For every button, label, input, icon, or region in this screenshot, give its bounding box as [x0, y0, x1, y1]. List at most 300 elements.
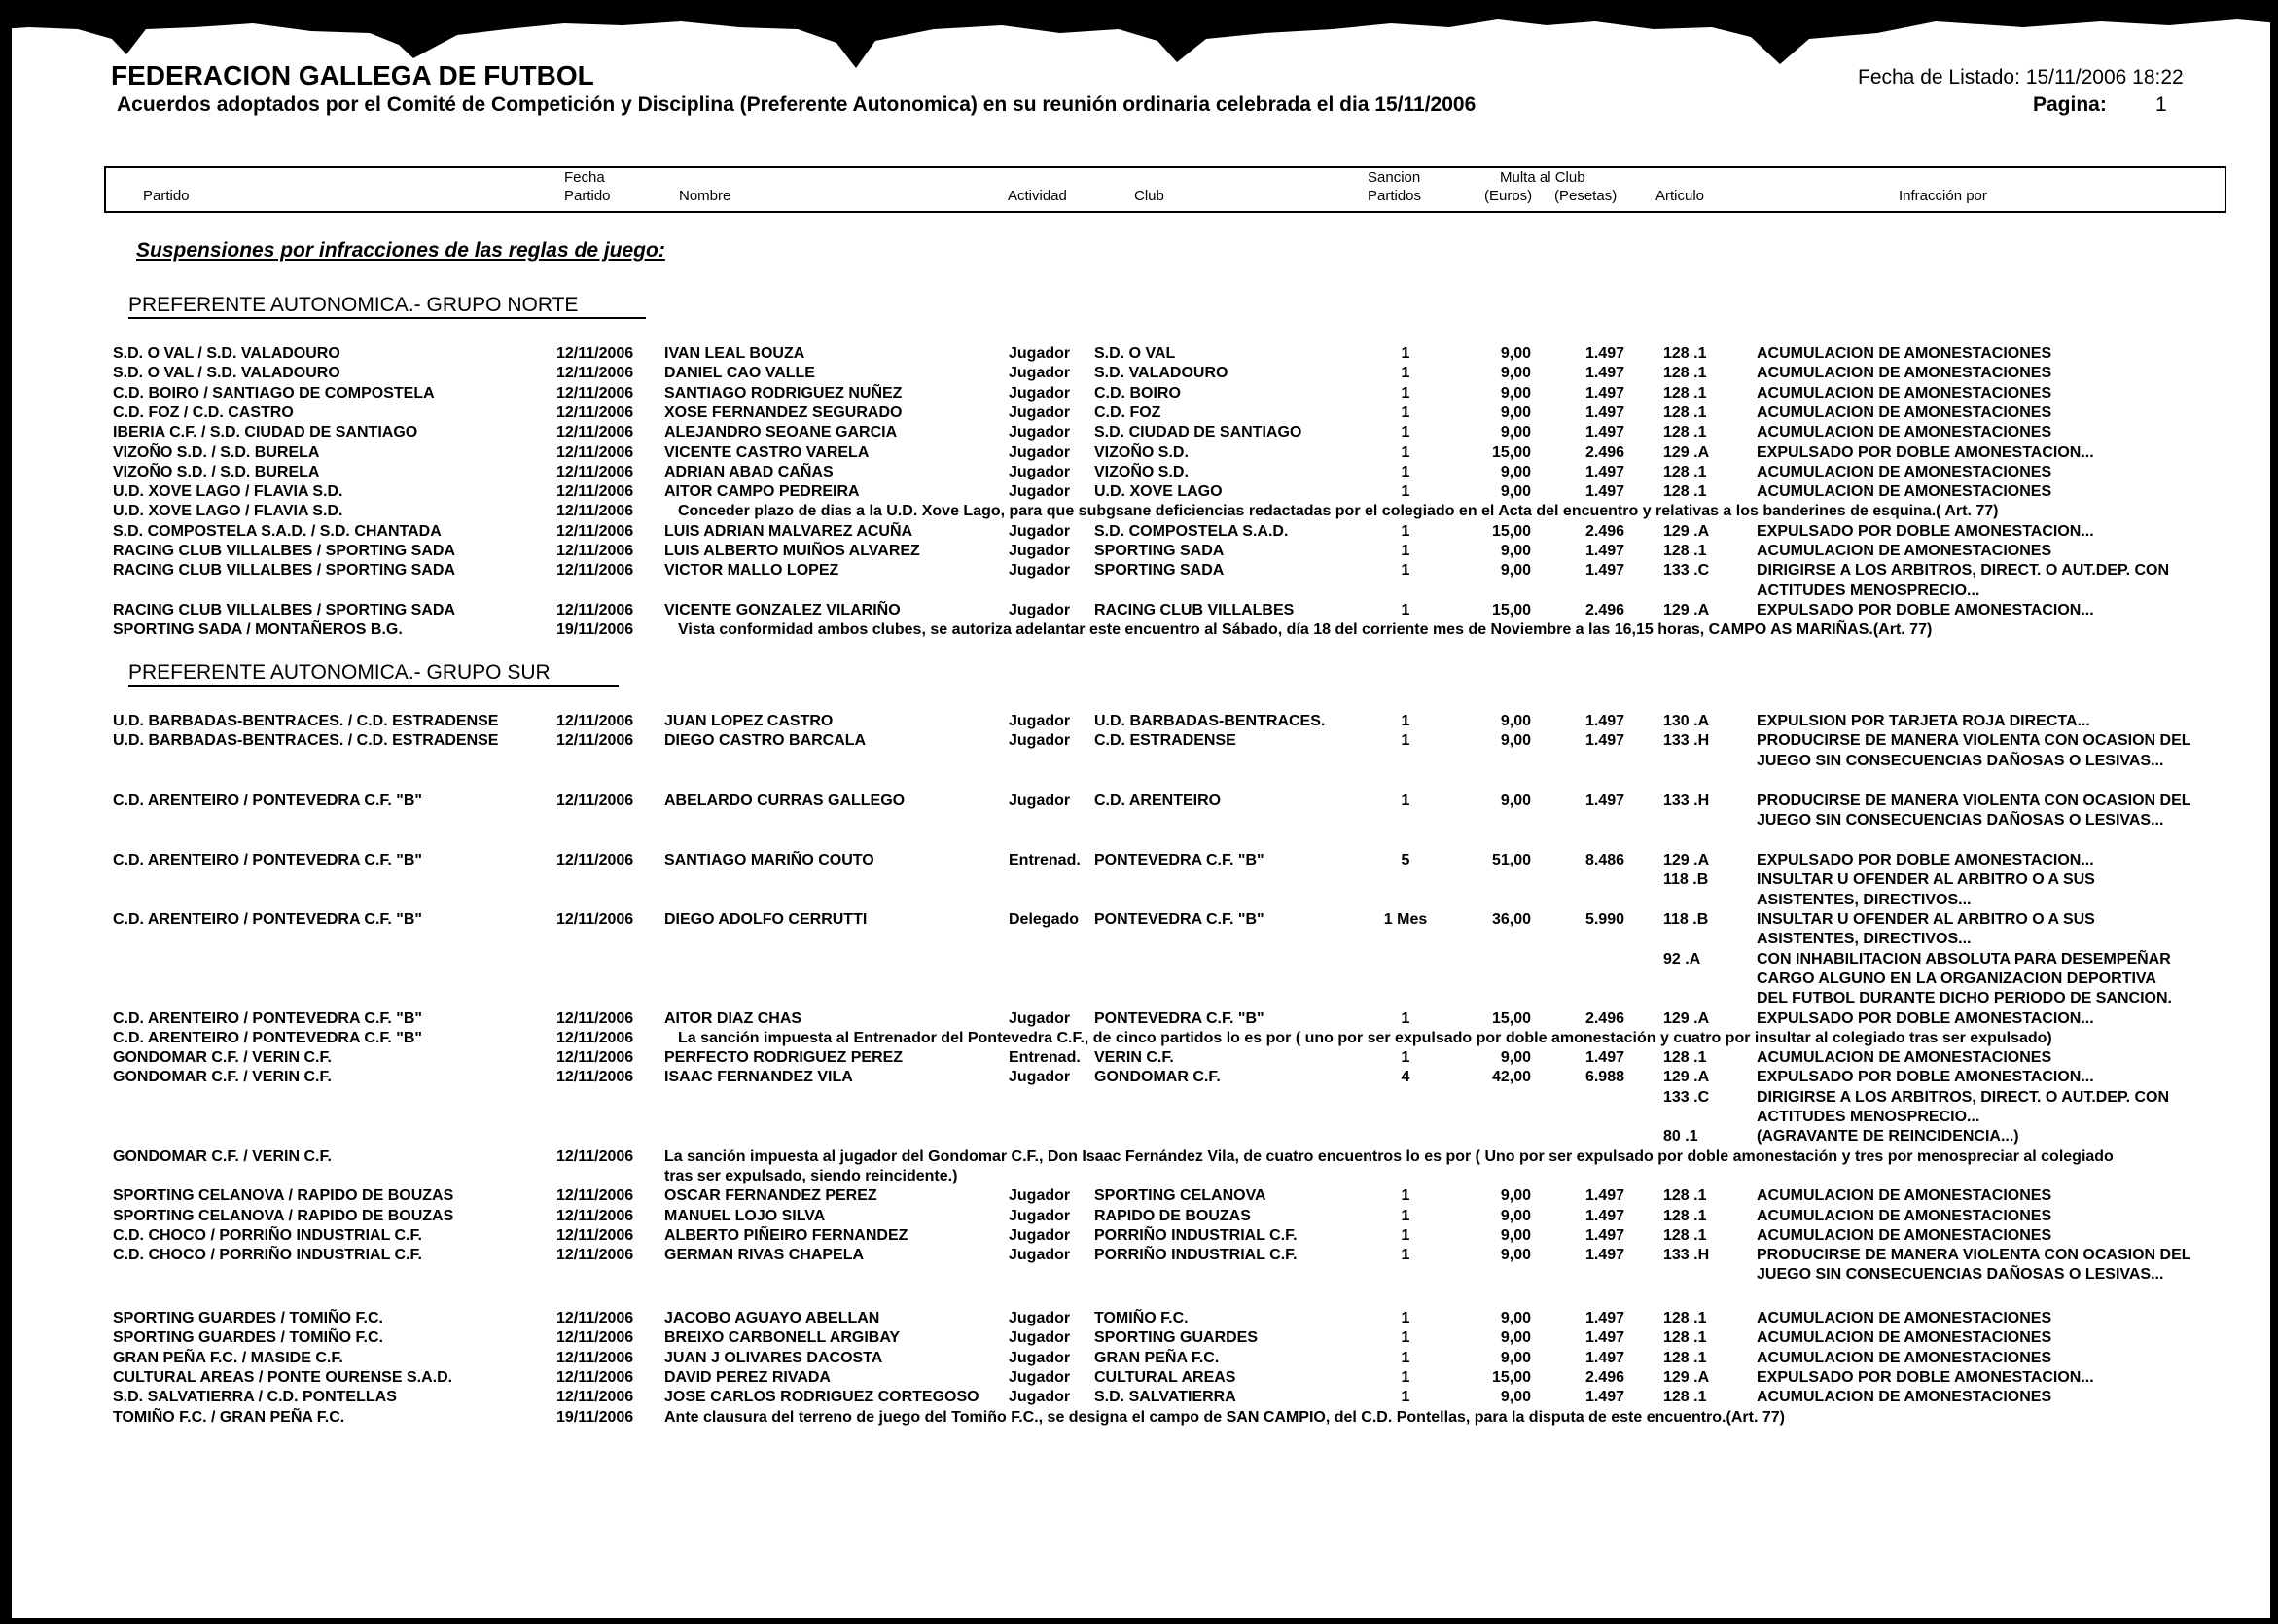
actividad-cell: Jugador [1009, 365, 1071, 382]
nombre-cell: BREIXO CARBONELL ARGIBAY [664, 1329, 901, 1347]
col-fecha-top: Fecha [564, 169, 605, 186]
fecha-cell: 12/11/2006 [556, 503, 634, 520]
sancion-cell: 1 [1401, 384, 1410, 402]
euros-cell: 9,00 [1500, 732, 1531, 750]
euros-cell: 9,00 [1500, 463, 1531, 480]
pesetas-cell: 1.497 [1584, 713, 1624, 729]
articulo-cell: 128 .1 [1663, 1207, 1707, 1224]
pesetas-cell: 5.990 [1584, 911, 1624, 928]
infraccion-cell: ACUMULACION DE AMONESTACIONES [1757, 1049, 2052, 1067]
fecha-cell: 12/11/2006 [556, 852, 634, 868]
nombre-cell: LUIS ADRIAN MALVAREZ ACUÑA [664, 522, 913, 540]
infraccion-cell: ACUMULACION DE AMONESTACIONES [1757, 1187, 2052, 1205]
sancion-cell: 1 [1401, 1329, 1410, 1347]
club-cell: S.D. SALVATIERRA [1094, 1389, 1236, 1406]
euros-cell: 9,00 [1500, 713, 1531, 729]
club-cell: TOMIÑO F.C. [1094, 1310, 1189, 1326]
infraccion-cell: JUEGO SIN CONSECUENCIAS DAÑOSAS O LESIVAS... [1757, 1266, 2164, 1284]
partido-cell: VIZOÑO S.D. / S.D. BURELA [113, 463, 320, 480]
table-row [0, 424, 2278, 443]
sancion-cell: 1 Mes [1383, 911, 1428, 928]
nombre-cell: IVAN LEAL BOUZA [664, 345, 805, 362]
nombre-cell: VICENTE GONZALEZ VILARIÑO [664, 601, 901, 618]
nombre-cell: LUIS ALBERTO MUIÑOS ALVAREZ [664, 543, 920, 559]
note-row [0, 621, 2278, 641]
club-cell: CULTURAL AREAS [1094, 1368, 1236, 1386]
col-sancion-top: Sancion [1368, 169, 1421, 186]
club-cell: PONTEVEDRA C.F. "B" [1094, 852, 1264, 868]
infraccion-cell: JUEGO SIN CONSECUENCIAS DAÑOSAS O LESIVAS... [1757, 812, 2164, 830]
articulo-cell: 129 .A [1663, 852, 1710, 868]
partido-cell: C.D. ARENTEIRO / PONTEVEDRA C.F. "B" [113, 793, 423, 809]
nombre-cell: VICTOR MALLO LOPEZ [664, 562, 839, 580]
sancion-cell: 1 [1401, 463, 1410, 480]
fecha-cell: 12/11/2006 [556, 424, 634, 441]
actividad-cell: Jugador [1009, 1009, 1071, 1027]
club-cell: U.D. BARBADAS-BENTRACES. [1094, 713, 1326, 729]
group-norte-heading: PREFERENTE AUTONOMICA.- GRUPO NORTE [128, 294, 646, 319]
euros-cell: 9,00 [1500, 424, 1531, 441]
note-text: Vista conformidad ambos clubes, se autoriza adelantar este encuentro al Sábado, día 18 del corriente mes de Noviembre a las 16,15 horas, CAMPO AS MARIÑAS.(Art. 77) [678, 621, 1933, 639]
euros-cell: 15,00 [1491, 1009, 1531, 1027]
articulo-cell: 128 .1 [1663, 384, 1707, 402]
euros-cell: 42,00 [1491, 1069, 1531, 1086]
fecha-cell: 19/11/2006 [556, 621, 634, 639]
col-multa: Multa al Club [1500, 169, 1585, 186]
euros-cell: 9,00 [1500, 793, 1531, 809]
articulo-cell: 133 .H [1663, 732, 1710, 750]
table-row [0, 483, 2278, 503]
fecha-cell: 19/11/2006 [556, 1408, 634, 1426]
infraccion-cell: EXPULSADO POR DOBLE AMONESTACION... [1757, 601, 2094, 618]
partido-cell: S.D. COMPOSTELA S.A.D. / S.D. CHANTADA [113, 522, 442, 540]
fecha-cell: 12/11/2006 [556, 483, 634, 501]
note-row [0, 1148, 2278, 1168]
listing-date: Fecha de Listado: 15/11/2006 18:22 [1858, 66, 2184, 88]
infraccion-cell: PRODUCIRSE DE MANERA VIOLENTA CON OCASION DEL [1757, 732, 2191, 750]
table-row-continuation [0, 812, 2278, 831]
euros-cell: 9,00 [1500, 543, 1531, 559]
partido-cell: S.D. O VAL / S.D. VALADOURO [113, 345, 340, 362]
fecha-cell: 12/11/2006 [556, 1069, 634, 1086]
actividad-cell: Jugador [1009, 1368, 1071, 1386]
pesetas-cell: 1.497 [1584, 463, 1624, 480]
fecha-cell: 12/11/2006 [556, 1187, 634, 1205]
infraccion-cell: CON INHABILITACION ABSOLUTA PARA DESEMPEÑAR [1757, 950, 2171, 968]
table-row-continuation [0, 1089, 2278, 1109]
articulo-cell: 133 .H [1663, 793, 1710, 809]
partido-cell: GONDOMAR C.F. / VERIN C.F. [113, 1147, 332, 1165]
partido-cell: GONDOMAR C.F. / VERIN C.F. [113, 1049, 332, 1067]
table-row-continuation [0, 583, 2278, 602]
sancion-cell: 5 [1401, 852, 1410, 868]
section-heading: Suspensiones por infracciones de las reglas de juego: [136, 239, 665, 262]
sancion-cell: 1 [1401, 365, 1410, 382]
page-label: Pagina: [2033, 93, 2107, 116]
infraccion-cell: ASISTENTES, DIRECTIVOS... [1757, 931, 1972, 948]
partido-cell: U.D. BARBADAS-BENTRACES. / C.D. ESTRADENSE [113, 732, 499, 750]
euros-cell: 9,00 [1500, 483, 1531, 501]
table-row [0, 793, 2278, 812]
nombre-cell: VICENTE CASTRO VARELA [664, 443, 870, 461]
club-cell: PORRIÑO INDUSTRIAL C.F. [1094, 1247, 1298, 1264]
actividad-cell: Jugador [1009, 543, 1071, 559]
articulo-cell: 128 .1 [1663, 365, 1707, 382]
sancion-cell: 1 [1401, 1187, 1410, 1205]
pesetas-cell: 1.497 [1584, 345, 1624, 362]
articulo-cell: 128 .1 [1663, 1049, 1707, 1067]
sancion-cell: 1 [1401, 1207, 1410, 1224]
club-cell: VIZOÑO S.D. [1094, 443, 1189, 461]
table-row [0, 1227, 2278, 1247]
club-cell: S.D. CIUDAD DE SANTIAGO [1094, 424, 1302, 441]
actividad-cell: Jugador [1009, 601, 1071, 618]
sancion-cell: 1 [1401, 1009, 1410, 1027]
articulo-cell: 129 .A [1663, 443, 1710, 461]
table-row [0, 365, 2278, 384]
col-nombre: Nombre [679, 188, 731, 204]
pesetas-cell: 2.496 [1584, 1009, 1624, 1027]
pesetas-cell: 1.497 [1584, 1207, 1624, 1224]
euros-cell: 15,00 [1491, 443, 1531, 461]
fecha-cell: 12/11/2006 [556, 1310, 634, 1326]
club-cell: S.D. COMPOSTELA S.A.D. [1094, 522, 1289, 540]
articulo-cell: 80 .1 [1663, 1128, 1698, 1146]
nombre-cell: DIEGO ADOLFO CERRUTTI [664, 911, 868, 928]
club-cell: GONDOMAR C.F. [1094, 1069, 1221, 1086]
nombre-cell: DANIEL CAO VALLE [664, 365, 815, 382]
fecha-cell: 12/11/2006 [556, 1147, 634, 1165]
articulo-cell: 128 .1 [1663, 1187, 1707, 1205]
euros-cell: 9,00 [1500, 345, 1531, 362]
pesetas-cell: 1.497 [1584, 543, 1624, 559]
note-row [0, 1409, 2278, 1429]
fecha-cell: 12/11/2006 [556, 443, 634, 461]
sancion-cell: 1 [1401, 522, 1410, 540]
actividad-cell: Jugador [1009, 1389, 1071, 1406]
infraccion-cell: EXPULSADO POR DOBLE AMONESTACION... [1757, 1069, 2094, 1086]
table-row [0, 345, 2278, 365]
pesetas-cell: 8.486 [1584, 852, 1624, 868]
page-number: 1 [2155, 93, 2167, 116]
note-row [0, 1030, 2278, 1049]
infraccion-cell: DIRIGIRSE A LOS ARBITROS, DIRECT. O AUT.DEP. CON [1757, 562, 2170, 580]
articulo-cell: 128 .1 [1663, 404, 1707, 421]
pesetas-cell: 1.497 [1584, 562, 1624, 580]
club-cell: C.D. ESTRADENSE [1094, 732, 1236, 750]
actividad-cell: Jugador [1009, 1226, 1071, 1244]
club-cell: SPORTING SADA [1094, 562, 1225, 580]
nombre-cell: SANTIAGO RODRIGUEZ NUÑEZ [664, 384, 903, 402]
sancion-cell: 1 [1401, 424, 1410, 441]
euros-cell: 15,00 [1491, 1368, 1531, 1386]
table-row-continuation [0, 951, 2278, 971]
actividad-cell: Entrenad. [1009, 852, 1081, 868]
fecha-cell: 12/11/2006 [556, 1009, 634, 1027]
partido-cell: SPORTING SADA / MONTAÑEROS B.G. [113, 621, 403, 639]
sancion-cell: 1 [1401, 601, 1410, 618]
sancion-cell: 1 [1401, 1226, 1410, 1244]
sancion-cell: 1 [1401, 404, 1410, 421]
club-cell: SPORTING GUARDES [1094, 1329, 1259, 1347]
partido-cell: C.D. CHOCO / PORRIÑO INDUSTRIAL C.F. [113, 1247, 422, 1264]
infraccion-cell: EXPULSADO POR DOBLE AMONESTACION... [1757, 522, 2094, 540]
sancion-cell: 1 [1401, 483, 1410, 501]
actividad-cell: Jugador [1009, 713, 1071, 729]
table-row [0, 713, 2278, 732]
articulo-cell: 133 .C [1663, 562, 1710, 580]
col-infraccion: Infracción por [1899, 188, 1987, 204]
nombre-cell: DAVID PEREZ RIVADA [664, 1368, 831, 1386]
articulo-cell: 128 .1 [1663, 1389, 1707, 1406]
euros-cell: 9,00 [1500, 1329, 1531, 1347]
fecha-cell: 12/11/2006 [556, 713, 634, 729]
articulo-cell: 128 .1 [1663, 543, 1707, 559]
fecha-cell: 12/11/2006 [556, 365, 634, 382]
articulo-cell: 133 .C [1663, 1088, 1710, 1106]
sancion-cell: 1 [1401, 345, 1410, 362]
partido-cell: GRAN PEÑA F.C. / MASIDE C.F. [113, 1349, 343, 1366]
articulo-cell: 129 .A [1663, 1009, 1710, 1027]
partido-cell: C.D. ARENTEIRO / PONTEVEDRA C.F. "B" [113, 911, 423, 928]
infraccion-cell: ACUMULACION DE AMONESTACIONES [1757, 1310, 2052, 1326]
club-cell: S.D. VALADOURO [1094, 365, 1228, 382]
articulo-cell: 128 .1 [1663, 463, 1707, 480]
table-row [0, 405, 2278, 424]
partido-cell: CULTURAL AREAS / PONTE OURENSE S.A.D. [113, 1368, 453, 1386]
actividad-cell: Jugador [1009, 1187, 1071, 1205]
pesetas-cell: 1.497 [1584, 1049, 1624, 1067]
partido-cell: S.D. O VAL / S.D. VALADOURO [113, 365, 340, 382]
club-cell: U.D. XOVE LAGO [1094, 483, 1223, 501]
table-row [0, 464, 2278, 483]
infraccion-cell: EXPULSADO POR DOBLE AMONESTACION... [1757, 1009, 2094, 1027]
club-cell: S.D. O VAL [1094, 345, 1176, 362]
club-cell: VERIN C.F. [1094, 1049, 1174, 1067]
table-row-continuation [0, 753, 2278, 772]
infraccion-cell: ACTITUDES MENOSPRECIO... [1757, 1109, 1980, 1125]
partido-cell: C.D. CHOCO / PORRIÑO INDUSTRIAL C.F. [113, 1226, 422, 1244]
table-row-continuation [0, 892, 2278, 911]
pesetas-cell: 1.497 [1584, 1389, 1624, 1406]
articulo-cell: 128 .1 [1663, 424, 1707, 441]
euros-cell: 9,00 [1500, 1207, 1531, 1224]
fecha-cell: 12/11/2006 [556, 562, 634, 580]
partido-cell: RACING CLUB VILLALBES / SPORTING SADA [113, 601, 456, 618]
actividad-cell: Jugador [1009, 1069, 1071, 1086]
actividad-cell: Entrenad. [1009, 1049, 1081, 1067]
articulo-cell: 128 .1 [1663, 345, 1707, 362]
sancion-cell: 1 [1401, 443, 1410, 461]
fecha-cell: 12/11/2006 [556, 1349, 634, 1366]
fecha-cell: 12/11/2006 [556, 1049, 634, 1067]
infraccion-cell: ACUMULACION DE AMONESTACIONES [1757, 404, 2052, 421]
table-row [0, 732, 2278, 752]
pesetas-cell: 1.497 [1584, 384, 1624, 402]
partido-cell: C.D. ARENTEIRO / PONTEVEDRA C.F. "B" [113, 852, 423, 868]
articulo-cell: 128 .1 [1663, 1329, 1707, 1347]
infraccion-cell: EXPULSADO POR DOBLE AMONESTACION... [1757, 852, 2094, 868]
partido-cell: SPORTING CELANOVA / RAPIDO DE BOUZAS [113, 1187, 454, 1205]
fecha-cell: 12/11/2006 [556, 1207, 634, 1224]
infraccion-cell: EXPULSION POR TARJETA ROJA DIRECTA... [1757, 713, 2090, 729]
nombre-cell: DIEGO CASTRO BARCALA [664, 732, 867, 750]
actividad-cell: Jugador [1009, 793, 1071, 809]
actividad-cell: Jugador [1009, 562, 1071, 580]
table-row-continuation [0, 1266, 2278, 1286]
infraccion-cell: (AGRAVANTE DE REINCIDENCIA...) [1757, 1128, 2019, 1146]
pesetas-cell: 6.988 [1584, 1069, 1624, 1086]
fecha-cell: 12/11/2006 [556, 1029, 634, 1046]
fecha-cell: 12/11/2006 [556, 345, 634, 362]
nombre-cell: PERFECTO RODRIGUEZ PEREZ [664, 1049, 904, 1067]
club-cell: SPORTING SADA [1094, 543, 1225, 559]
articulo-cell: 128 .1 [1663, 1349, 1707, 1366]
infraccion-cell: INSULTAR U OFENDER AL ARBITRO O A SUS [1757, 871, 2095, 889]
table-row-continuation [0, 931, 2278, 950]
euros-cell: 9,00 [1500, 1049, 1531, 1067]
actividad-cell: Jugador [1009, 1207, 1071, 1224]
nombre-cell: SANTIAGO MARIÑO COUTO [664, 852, 874, 868]
table-row-continuation [0, 1128, 2278, 1147]
note-text: Conceder plazo de dias a la U.D. Xove Lago, para que subgsane deficiencias redactadas por el colegiado en el Acta del encuentro y relativas a los banderines de esquina.( Art. 77) [678, 503, 1999, 520]
nombre-cell: AITOR DIAZ CHAS [664, 1009, 802, 1027]
partido-cell: TOMIÑO F.C. / GRAN PEÑA F.C. [113, 1408, 345, 1426]
club-cell: PONTEVEDRA C.F. "B" [1094, 1009, 1264, 1027]
infraccion-cell: ACUMULACION DE AMONESTACIONES [1757, 345, 2052, 362]
note-row [0, 503, 2278, 522]
pesetas-cell: 1.497 [1584, 1226, 1624, 1244]
partido-cell: GONDOMAR C.F. / VERIN C.F. [113, 1069, 332, 1086]
actividad-cell: Jugador [1009, 1329, 1071, 1347]
sancion-cell: 1 [1401, 1049, 1410, 1067]
club-cell: GRAN PEÑA F.C. [1094, 1349, 1220, 1366]
sancion-cell: 1 [1401, 543, 1410, 559]
articulo-cell: 133 .H [1663, 1247, 1710, 1264]
actividad-cell: Jugador [1009, 1310, 1071, 1326]
note-text: La sanción impuesta al Entrenador del Pontevedra C.F., de cinco partidos lo es por ( uno por ser expulsado por doble amonestación y cuatro por insultar al colegiado tras ser expulsado) [678, 1029, 2052, 1046]
partido-cell: IBERIA C.F. / S.D. CIUDAD DE SANTIAGO [113, 424, 418, 441]
infraccion-cell: INSULTAR U OFENDER AL ARBITRO O A SUS [1757, 911, 2095, 928]
partido-cell: S.D. SALVATIERRA / C.D. PONTELLAS [113, 1389, 397, 1406]
club-cell: RACING CLUB VILLALBES [1094, 601, 1295, 618]
euros-cell: 9,00 [1500, 384, 1531, 402]
group-sur-heading: PREFERENTE AUTONOMICA.- GRUPO SUR [128, 661, 619, 687]
sancion-cell: 1 [1401, 1247, 1410, 1264]
table-row [0, 1369, 2278, 1389]
infraccion-cell: ACUMULACION DE AMONESTACIONES [1757, 1389, 2052, 1406]
nombre-cell: OSCAR FERNANDEZ PEREZ [664, 1187, 877, 1205]
fecha-cell: 12/11/2006 [556, 543, 634, 559]
table-row [0, 523, 2278, 543]
actividad-cell: Jugador [1009, 1349, 1071, 1366]
sancion-cell: 1 [1401, 562, 1410, 580]
fecha-cell: 12/11/2006 [556, 1226, 634, 1244]
nombre-cell: AITOR CAMPO PEDREIRA [664, 483, 860, 501]
pesetas-cell: 1.497 [1584, 1247, 1624, 1264]
sancion-cell: 1 [1401, 793, 1410, 809]
euros-cell: 51,00 [1491, 852, 1531, 868]
sancion-cell: 1 [1401, 713, 1410, 729]
euros-cell: 9,00 [1500, 365, 1531, 382]
articulo-cell: 118 .B [1663, 871, 1709, 889]
nombre-cell: GERMAN RIVAS CHAPELA [664, 1247, 865, 1264]
euros-cell: 15,00 [1491, 601, 1531, 618]
infraccion-cell: PRODUCIRSE DE MANERA VIOLENTA CON OCASION DEL [1757, 793, 2191, 809]
actividad-cell: Jugador [1009, 732, 1071, 750]
euros-cell: 36,00 [1491, 911, 1531, 928]
pesetas-cell: 1.497 [1584, 404, 1624, 421]
fecha-cell: 12/11/2006 [556, 1329, 634, 1347]
fecha-cell: 12/11/2006 [556, 384, 634, 402]
partido-cell: C.D. BOIRO / SANTIAGO DE COMPOSTELA [113, 384, 435, 402]
infraccion-cell: ACUMULACION DE AMONESTACIONES [1757, 463, 2052, 480]
pesetas-cell: 1.497 [1584, 1329, 1624, 1347]
nombre-cell: ISAAC FERNANDEZ VILA [664, 1069, 853, 1086]
partido-cell: C.D. FOZ / C.D. CASTRO [113, 404, 294, 421]
infraccion-cell: ACUMULACION DE AMONESTACIONES [1757, 483, 2052, 501]
nombre-cell: ADRIAN ABAD CAÑAS [664, 463, 834, 480]
col-pesetas: (Pesetas) [1554, 188, 1618, 204]
table-row [0, 385, 2278, 405]
euros-cell: 9,00 [1500, 1310, 1531, 1326]
actividad-cell: Jugador [1009, 463, 1071, 480]
infraccion-cell: CARGO ALGUNO EN LA ORGANIZACION DEPORTIVA [1757, 970, 2156, 987]
articulo-cell: 128 .1 [1663, 483, 1707, 501]
infraccion-cell: ACUMULACION DE AMONESTACIONES [1757, 424, 2052, 441]
club-cell: SPORTING CELANOVA [1094, 1187, 1266, 1205]
actividad-cell: Jugador [1009, 1247, 1071, 1264]
articulo-cell: 118 .B [1663, 911, 1709, 928]
actividad-cell: Jugador [1009, 443, 1071, 461]
nombre-cell: ABELARDO CURRAS GALLEGO [664, 793, 906, 809]
federation-title: FEDERACION GALLEGA DE FUTBOL [111, 60, 594, 90]
partido-cell: C.D. ARENTEIRO / PONTEVEDRA C.F. "B" [113, 1009, 423, 1027]
partido-cell: VIZOÑO S.D. / S.D. BURELA [113, 443, 320, 461]
infraccion-cell: ACUMULACION DE AMONESTACIONES [1757, 384, 2052, 402]
table-row [0, 1208, 2278, 1227]
sancion-cell: 1 [1401, 1368, 1410, 1386]
col-actividad: Actividad [1008, 188, 1067, 204]
table-row [0, 602, 2278, 621]
fecha-cell: 12/11/2006 [556, 793, 634, 809]
table-row [0, 1350, 2278, 1369]
euros-cell: 9,00 [1500, 1226, 1531, 1244]
infraccion-cell: EXPULSADO POR DOBLE AMONESTACION... [1757, 443, 2094, 461]
club-cell: C.D. BOIRO [1094, 384, 1181, 402]
partido-cell: SPORTING GUARDES / TOMIÑO F.C. [113, 1310, 383, 1326]
club-cell: PORRIÑO INDUSTRIAL C.F. [1094, 1226, 1298, 1244]
pesetas-cell: 2.496 [1584, 1368, 1624, 1386]
euros-cell: 9,00 [1500, 1187, 1531, 1205]
actividad-cell: Jugador [1009, 404, 1071, 421]
euros-cell: 9,00 [1500, 1247, 1531, 1264]
note-row-continuation [0, 1168, 2278, 1187]
fecha-cell: 12/11/2006 [556, 1247, 634, 1264]
infraccion-cell: ACUMULACION DE AMONESTACIONES [1757, 1207, 2052, 1224]
articulo-cell: 92 .A [1663, 950, 1701, 968]
table-row [0, 562, 2278, 582]
note-text: La sanción impuesta al jugador del Gondomar C.F., Don Isaac Fernández Vila, de cuatro encuentros lo es por ( Uno por ser expulsado por doble amonestación y tres por menospreciar al colegiado [664, 1147, 2114, 1165]
articulo-cell: 128 .1 [1663, 1310, 1707, 1326]
fecha-cell: 12/11/2006 [556, 732, 634, 750]
col-partido: Partido [143, 188, 190, 204]
infraccion-cell: ACUMULACION DE AMONESTACIONES [1757, 543, 2052, 559]
table-row [0, 543, 2278, 562]
partido-cell: RACING CLUB VILLALBES / SPORTING SADA [113, 562, 456, 580]
actividad-cell: Jugador [1009, 483, 1071, 501]
nombre-cell: XOSE FERNANDEZ SEGURADO [664, 404, 903, 421]
